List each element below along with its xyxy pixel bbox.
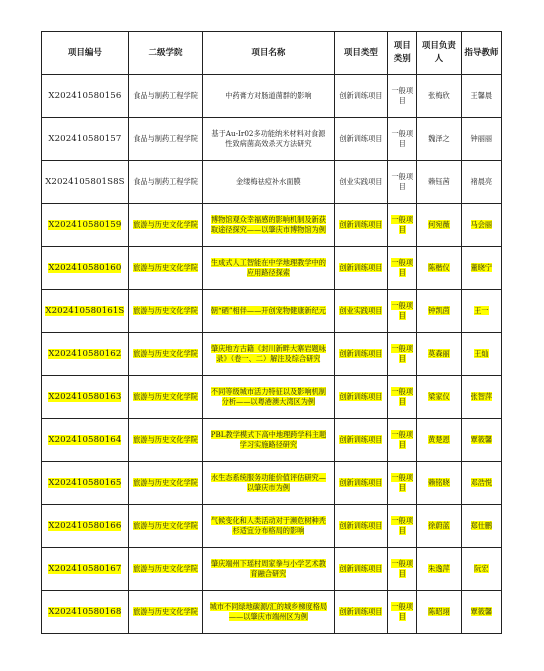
project-name-cell [203, 419, 334, 462]
project-type-cell [334, 419, 388, 462]
project-category-cell-text: 一般项目 [391, 602, 414, 621]
project-type-cell-text: 创新训练项目 [339, 521, 383, 530]
college-cell [128, 161, 202, 204]
project-category-cell [388, 333, 417, 376]
advisor-cell-text: 阮宏 [474, 564, 489, 573]
project-leader-cell [417, 548, 461, 591]
project-name-cell-text: 朝“硒”相伴——开创宠物健康新纪元 [210, 306, 326, 315]
college-cell-text: 食品与制药工程学院 [133, 177, 198, 186]
project-type-cell-text: 创业实践项目 [339, 306, 383, 315]
project-name-cell [203, 548, 334, 591]
project-name-cell [203, 161, 334, 204]
project-name-cell [203, 290, 334, 333]
project-name-cell [203, 118, 334, 161]
project-leader-cell [417, 75, 461, 118]
project-leader-cell [417, 247, 461, 290]
advisor-cell-text: 王灿 [474, 349, 489, 358]
project-category-cell [388, 548, 417, 591]
project-id-cell [42, 419, 129, 462]
project-category-cell-text: 一般项目 [391, 86, 414, 105]
header-project-id: 项目编号 [42, 32, 129, 75]
header-project-type: 项目类型 [334, 32, 388, 75]
project-category-cell [388, 204, 417, 247]
project-id-cell-text: X202410580165 [48, 478, 122, 488]
project-type-cell-text: 创新训练项目 [339, 134, 383, 143]
project-leader-cell-text: 钟凯茵 [428, 306, 450, 315]
project-id-cell-text: X202410580160 [48, 263, 122, 273]
advisor-cell-text: 王馨晨 [470, 91, 493, 100]
college-cell [128, 247, 202, 290]
project-type-cell [334, 333, 388, 376]
college-cell [128, 548, 202, 591]
project-category-cell [388, 118, 417, 161]
college-cell [128, 419, 202, 462]
table-row [42, 290, 502, 333]
college-cell-text: 旅游与历史文化学院 [133, 607, 198, 616]
table-row [42, 505, 502, 548]
project-category-cell [388, 419, 417, 462]
project-table [41, 31, 502, 634]
college-cell-text: 旅游与历史文化学院 [133, 564, 198, 573]
project-id-cell-text: X202410580162 [48, 349, 122, 359]
advisor-cell [461, 548, 501, 591]
table-row [42, 333, 502, 376]
college-cell [128, 118, 202, 161]
advisor-cell-text: 覃筱馨 [470, 435, 493, 444]
advisor-cell-text: 邓浩悦 [470, 478, 493, 487]
table-row [42, 75, 502, 118]
advisor-cell-text: 张智萍 [470, 392, 493, 401]
project-type-cell [334, 247, 388, 290]
project-leader-cell [417, 204, 461, 247]
project-name-cell-text: 金缕梅祛痘补水面膜 [236, 177, 301, 186]
project-leader-cell [417, 161, 461, 204]
advisor-cell [461, 419, 501, 462]
table-row [42, 419, 502, 462]
advisor-cell-text: 王一 [474, 306, 489, 315]
project-id-cell [42, 376, 129, 419]
project-leader-cell-text: 黄楚恩 [428, 435, 450, 444]
advisor-cell-text: 钟丽丽 [470, 134, 493, 143]
advisor-cell-text: 覃筱馨 [470, 607, 493, 616]
project-leader-cell-text: 朱逸萍 [428, 564, 450, 573]
project-id-cell [42, 548, 129, 591]
table-row [42, 548, 502, 591]
project-leader-cell [417, 462, 461, 505]
project-type-cell [334, 591, 388, 634]
project-leader-cell-text: 赖钰茜 [428, 177, 450, 186]
project-id-cell [42, 333, 129, 376]
project-id-cell-text: X202410580156 [48, 91, 122, 101]
project-leader-cell-text: 魏泽之 [428, 134, 450, 143]
advisor-cell [461, 161, 501, 204]
project-category-cell [388, 376, 417, 419]
college-cell-text: 食品与制药工程学院 [133, 134, 198, 143]
header-project-name: 项目名称 [203, 32, 334, 75]
project-leader-cell-text: 张梅欣 [428, 91, 450, 100]
project-name-cell [203, 247, 334, 290]
advisor-cell-text: 郑仕鹏 [470, 521, 493, 530]
project-category-cell [388, 161, 417, 204]
project-type-cell [334, 161, 388, 204]
project-category-cell-text: 一般项目 [391, 387, 414, 406]
project-category-cell [388, 290, 417, 333]
project-name-cell-text: 基于Au-Ir02多功能纳米材料对食源性致病菌高效杀灭方法研究 [211, 129, 326, 148]
project-category-cell [388, 247, 417, 290]
project-id-cell [42, 290, 129, 333]
header-advisor: 指导教师 [461, 32, 501, 75]
college-cell [128, 75, 202, 118]
project-type-cell-text: 创新训练项目 [339, 435, 383, 444]
project-category-cell [388, 591, 417, 634]
project-name-cell [203, 376, 334, 419]
advisor-cell [461, 591, 501, 634]
project-type-cell-text: 创新训练项目 [339, 91, 383, 100]
project-id-cell [42, 591, 129, 634]
project-type-cell [334, 75, 388, 118]
project-id-cell-text: X202410580166 [48, 521, 122, 531]
project-id-cell-text: X202410580164 [48, 435, 122, 445]
advisor-cell [461, 376, 501, 419]
project-leader-cell-text: 陈楷仪 [428, 263, 450, 272]
advisor-cell-text: 马会丽 [470, 220, 493, 229]
advisor-cell [461, 75, 501, 118]
project-id-cell-text: X202410580168 [48, 607, 122, 617]
project-id-cell-text: X202410580157 [48, 134, 122, 144]
project-category-cell-text: 一般项目 [391, 258, 414, 277]
header-project-leader: 项目负责人 [417, 32, 461, 75]
table-row [42, 376, 502, 419]
advisor-cell-text: 褚晨亮 [470, 177, 493, 186]
header-college: 二级学院 [128, 32, 202, 75]
project-id-cell-text: X202410580163 [48, 392, 122, 402]
project-name-cell-text: 不同等级城市活力特征以及影响机制分析——以粤港澳大湾区为例 [210, 387, 326, 406]
college-cell-text: 旅游与历史文化学院 [133, 306, 198, 315]
advisor-cell [461, 462, 501, 505]
project-category-cell-text: 一般项目 [391, 516, 414, 535]
project-category-cell-text: 一般项目 [391, 473, 414, 492]
project-id-cell [42, 75, 129, 118]
project-leader-cell [417, 333, 461, 376]
project-id-cell-text: X202410580161S [45, 306, 125, 316]
table-row [42, 462, 502, 505]
college-cell [128, 591, 202, 634]
project-id-cell-text: X202410580159 [48, 220, 122, 230]
college-cell [128, 290, 202, 333]
project-leader-cell-text: 莫森丽 [428, 349, 450, 358]
project-leader-cell [417, 118, 461, 161]
project-id-cell-text: X2024105801S8S [45, 177, 125, 187]
college-cell [128, 505, 202, 548]
project-id-cell [42, 161, 129, 204]
project-type-cell [334, 462, 388, 505]
college-cell [128, 376, 202, 419]
project-type-cell-text: 创新训练项目 [339, 220, 383, 229]
project-id-cell [42, 118, 129, 161]
college-cell [128, 333, 202, 376]
project-category-cell [388, 75, 417, 118]
project-type-cell-text: 创新训练项目 [339, 349, 383, 358]
project-type-cell-text: 创业实践项目 [339, 177, 383, 186]
project-id-cell [42, 505, 129, 548]
project-type-cell [334, 118, 388, 161]
project-id-cell [42, 204, 129, 247]
advisor-cell [461, 247, 501, 290]
college-cell-text: 旅游与历史文化学院 [133, 392, 198, 401]
project-name-cell-text: 肇庆端州下瑶村周家拳与小学艺术教育融合研究 [210, 559, 326, 578]
advisor-cell-text: 董晓宁 [470, 263, 493, 272]
project-leader-cell-text: 何宛薇 [428, 220, 450, 229]
advisor-cell [461, 118, 501, 161]
project-category-cell-text: 一般项目 [391, 301, 414, 320]
college-cell [128, 462, 202, 505]
project-type-cell-text: 创新训练项目 [339, 607, 383, 616]
project-type-cell [334, 204, 388, 247]
project-type-cell [334, 376, 388, 419]
table-row [42, 247, 502, 290]
project-type-cell [334, 548, 388, 591]
college-cell [128, 204, 202, 247]
project-leader-cell-text: 徐蔚蓝 [428, 521, 450, 530]
advisor-cell [461, 505, 501, 548]
project-category-cell-text: 一般项目 [391, 430, 414, 449]
project-name-cell-text: 博物馆观众幸福感的影响机制及新获取途径探究——以肇庆市博物馆为例 [210, 215, 326, 234]
project-category-cell-text: 一般项目 [391, 344, 414, 363]
header-row [42, 32, 502, 75]
project-category-cell-text: 一般项目 [391, 129, 414, 148]
project-leader-cell [417, 591, 461, 634]
project-name-cell [203, 75, 334, 118]
project-type-cell-text: 创新训练项目 [339, 392, 383, 401]
project-name-cell-text: 中药膏方对肠道菌群的影响 [225, 91, 312, 100]
college-cell-text: 旅游与历史文化学院 [133, 263, 198, 272]
project-name-cell-text: 气候变化和人类活动对于濒危树种秃杉适宜分布格局的影响 [210, 516, 326, 535]
advisor-cell [461, 204, 501, 247]
project-leader-cell-text: 陈昭翊 [428, 607, 450, 616]
project-type-cell-text: 创新训练项目 [339, 564, 383, 573]
college-cell-text: 食品与制药工程学院 [133, 91, 198, 100]
project-leader-cell [417, 376, 461, 419]
table-row [42, 591, 502, 634]
project-leader-cell-text: 赖铭晓 [428, 478, 450, 487]
project-id-cell [42, 462, 129, 505]
project-type-cell-text: 创新训练项目 [339, 263, 383, 272]
project-name-cell-text: 城市不同绿地碳源/汇的城乡梯度格局——以肇庆市端州区为例 [209, 602, 328, 621]
project-category-cell-text: 一般项目 [391, 215, 414, 234]
college-cell-text: 旅游与历史文化学院 [133, 478, 198, 487]
project-type-cell [334, 290, 388, 333]
project-name-cell-text: 肇庆地方古籍《封川新畔大寨岩题咏录》（卷一、二）解注及综合研究 [210, 344, 326, 363]
table-row [42, 118, 502, 161]
project-id-cell-text: X202410580167 [48, 564, 122, 574]
project-name-cell [203, 591, 334, 634]
project-leader-cell-text: 梁家仪 [428, 392, 450, 401]
project-name-cell [203, 462, 334, 505]
project-type-cell [334, 505, 388, 548]
project-leader-cell [417, 505, 461, 548]
project-name-cell [203, 505, 334, 548]
project-leader-cell [417, 290, 461, 333]
college-cell-text: 旅游与历史文化学院 [133, 349, 198, 358]
project-name-cell-text: 生成式人工智能在中学地理教学中的应用路径探索 [210, 258, 326, 277]
project-type-cell-text: 创新训练项目 [339, 478, 383, 487]
project-name-cell-text: 水生态系统服务功能价值评估研究—以肇庆市为例 [210, 473, 326, 492]
table-row [42, 204, 502, 247]
project-leader-cell [417, 419, 461, 462]
project-category-cell-text: 一般项目 [391, 559, 414, 578]
header-project-category: 项目类别 [388, 32, 417, 75]
advisor-cell [461, 333, 501, 376]
project-id-cell [42, 247, 129, 290]
project-category-cell [388, 505, 417, 548]
project-category-cell-text: 一般项目 [391, 172, 414, 191]
table-row [42, 161, 502, 204]
project-name-cell [203, 333, 334, 376]
project-name-cell [203, 204, 334, 247]
project-category-cell [388, 462, 417, 505]
project-name-cell-text: PBL教学模式下高中地理跨学科主题学习实施路径研究 [210, 430, 327, 449]
college-cell-text: 旅游与历史文化学院 [133, 521, 198, 530]
college-cell-text: 旅游与历史文化学院 [133, 220, 198, 229]
college-cell-text: 旅游与历史文化学院 [133, 435, 198, 444]
advisor-cell [461, 290, 501, 333]
